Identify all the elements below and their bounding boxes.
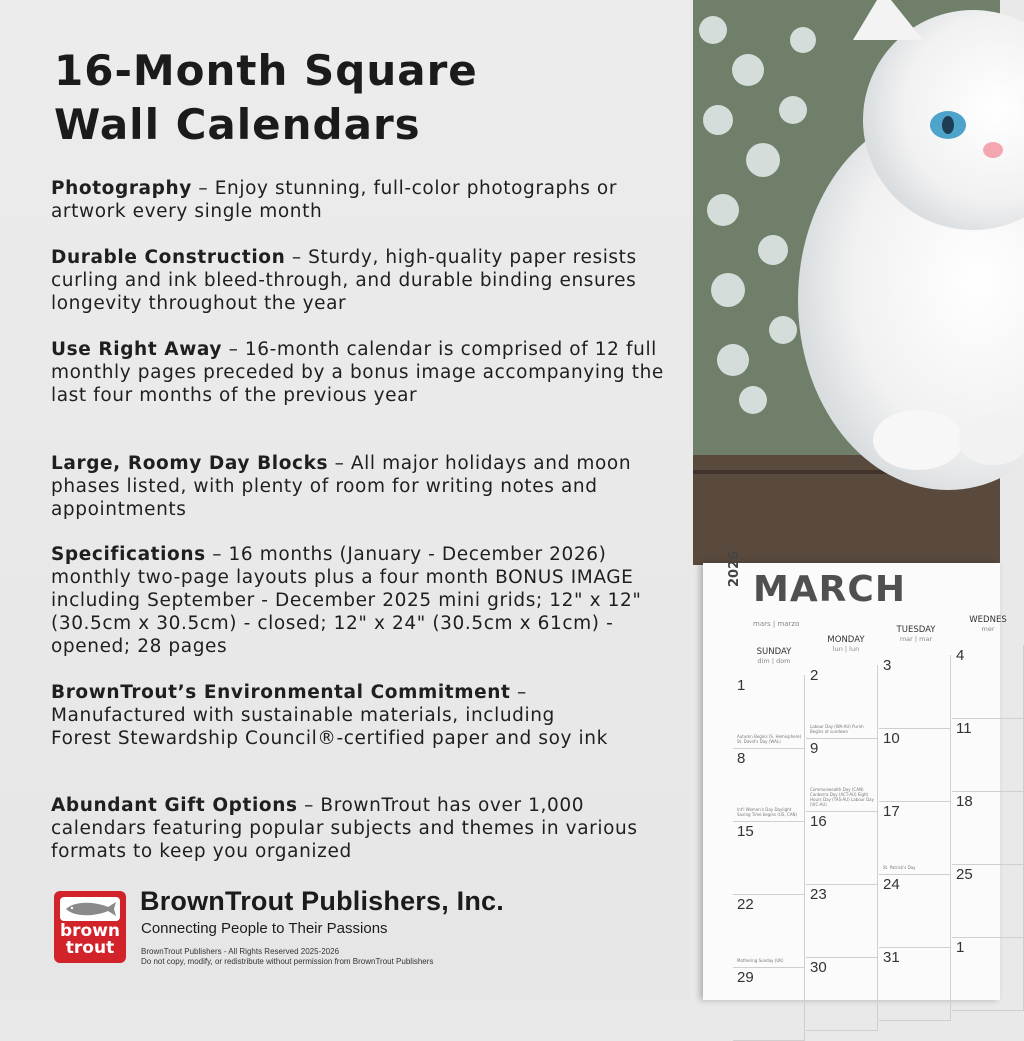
calendar-day-cell (733, 894, 805, 968)
page-title: 16-Month Square Wall Calendars (54, 46, 478, 149)
feature-use-right-away: Use Right Away – 16-month calendar is comprised of 12 full monthly pages preceded by a bonus image accompanying the last four months of the previous year (51, 339, 664, 406)
calendar-day-number: 3 (883, 657, 892, 674)
calendar-day-number: 4 (956, 647, 965, 664)
calendar-day-number: 1 (737, 677, 746, 694)
calendar-day-number: 31 (883, 949, 900, 966)
dayhead-tuesday: TUESDAY mar | mar (896, 625, 936, 643)
calendar-day-cell (879, 874, 951, 948)
calendar-day-cell (879, 655, 951, 729)
calendar-day-number: 1 (956, 939, 965, 956)
calendar-holiday-note: St. Patrick's Day (883, 865, 916, 870)
calendar-day-cell (733, 675, 805, 749)
calendar-day-number: 11 (956, 720, 972, 737)
copyright-line-1: BrownTrout Publishers - All Rights Reserved 2025-2026 (141, 947, 340, 956)
calendar-day-cell (733, 821, 805, 895)
calendar-day-cell (952, 791, 1024, 865)
feature-durable: Durable Construction – Sturdy, high-quality paper resists curling and ink bleed-through, and durable binding ensures longevity throughout the year (51, 247, 637, 314)
calendar-day-cell (806, 884, 878, 958)
calendar-page (703, 550, 1007, 1000)
calendar-year: 2026 (727, 550, 742, 587)
calendar-day-cell (806, 738, 878, 812)
calendar-day-cell (879, 728, 951, 802)
fish-icon (60, 897, 120, 921)
calendar-day-number: 8 (737, 750, 746, 767)
calendar-day-number: 16 (810, 813, 827, 830)
copyright-line-2: Do not copy, modify, or redistribute without permission from BrownTrout Publishers (141, 957, 434, 966)
calendar-day-number: 22 (737, 896, 754, 913)
calendar-day-number: 9 (810, 740, 819, 757)
dayhead-sunday: SUNDAY dim | dom (756, 647, 792, 665)
calendar-month-sub: mars | marzo (753, 620, 800, 628)
calendar-day-number: 24 (883, 876, 900, 893)
calendar-day-cell (806, 665, 878, 739)
calendar-day-number: 29 (737, 969, 754, 986)
calendar-day-number: 10 (883, 730, 900, 747)
calendar-day-cell (952, 937, 1024, 1011)
dayhead-wednesday: WEDNES mer (969, 615, 1007, 633)
feature-gift-options: Abundant Gift Options – BrownTrout has over 1,000 calendars featuring popular subjects and themes in various formats to keep you organized (51, 795, 638, 862)
calendar-holiday-note: Int'l Women's Day Daylight Saving Time begins (US, CAN) (737, 807, 798, 817)
dayhead-monday: MONDAY lun | lun (827, 635, 865, 653)
feature-environmental: BrownTrout’s Environmental Commitment – Manufactured with sustainable materials, including Forest Stewardship Council®-certified paper and soy ink (51, 682, 608, 749)
calendar-day-cell (879, 801, 951, 875)
calendar-day-number: 18 (956, 793, 973, 810)
calendar-holiday-note: Labour Day (WA-AU) Purim Begins at sundown (810, 724, 864, 734)
calendar-day-number: 23 (810, 886, 827, 903)
calendar-holiday-note: Autumn Begins (S. Hemisphere) St. David's Day (WAL) (737, 734, 802, 744)
calendar-month: MARCH (753, 569, 906, 610)
calendar-day-cell (879, 947, 951, 1021)
feature-photography: Photography – Enjoy stunning, full-color photographs or artwork every single month (51, 178, 618, 222)
kitten-photo (693, 0, 1000, 565)
calendar-day-number: 25 (956, 866, 973, 883)
feature-day-blocks: Large, Roomy Day Blocks – All major holidays and moon phases listed, with plenty of room for writing notes and appointments (51, 453, 632, 520)
calendar-day-cell (733, 967, 805, 1041)
browntrout-logo: brown trout (54, 891, 126, 963)
calendar-day-number: 30 (810, 959, 827, 976)
publisher-name: BrownTrout Publishers, Inc. (140, 886, 504, 916)
calendar-day-cell (806, 957, 878, 1031)
calendar-day-cell (952, 645, 1024, 719)
calendar-day-number: 17 (883, 803, 900, 820)
publisher-tagline: Connecting People to Their Passions (141, 920, 388, 937)
calendar-day-cell (952, 718, 1024, 792)
calendar-holiday-note: Commonwealth Day (CAN) Canberra Day (ACT-AU) Eight Hours Day (TAS-AU) Labour Day (VIC-AU) (810, 787, 874, 807)
calendar-holiday-note: Mothering Sunday (UK) (737, 958, 784, 963)
calendar-day-cell (806, 811, 878, 885)
calendar-day-number: 15 (737, 823, 754, 840)
calendar-day-cell (733, 748, 805, 822)
calendar-day-number: 2 (810, 667, 819, 684)
feature-specifications: Specifications – 16 months (January - December 2026) monthly two-page layouts plus a four month BONUS IMAGE including September - December 2025 mini grids; 12" x 12" (30.5cm x 30.5cm) - closed; 12" x 24" (30.5cm x 61cm) - opened; 28 pages (51, 544, 642, 657)
calendar-day-cell (952, 864, 1024, 938)
